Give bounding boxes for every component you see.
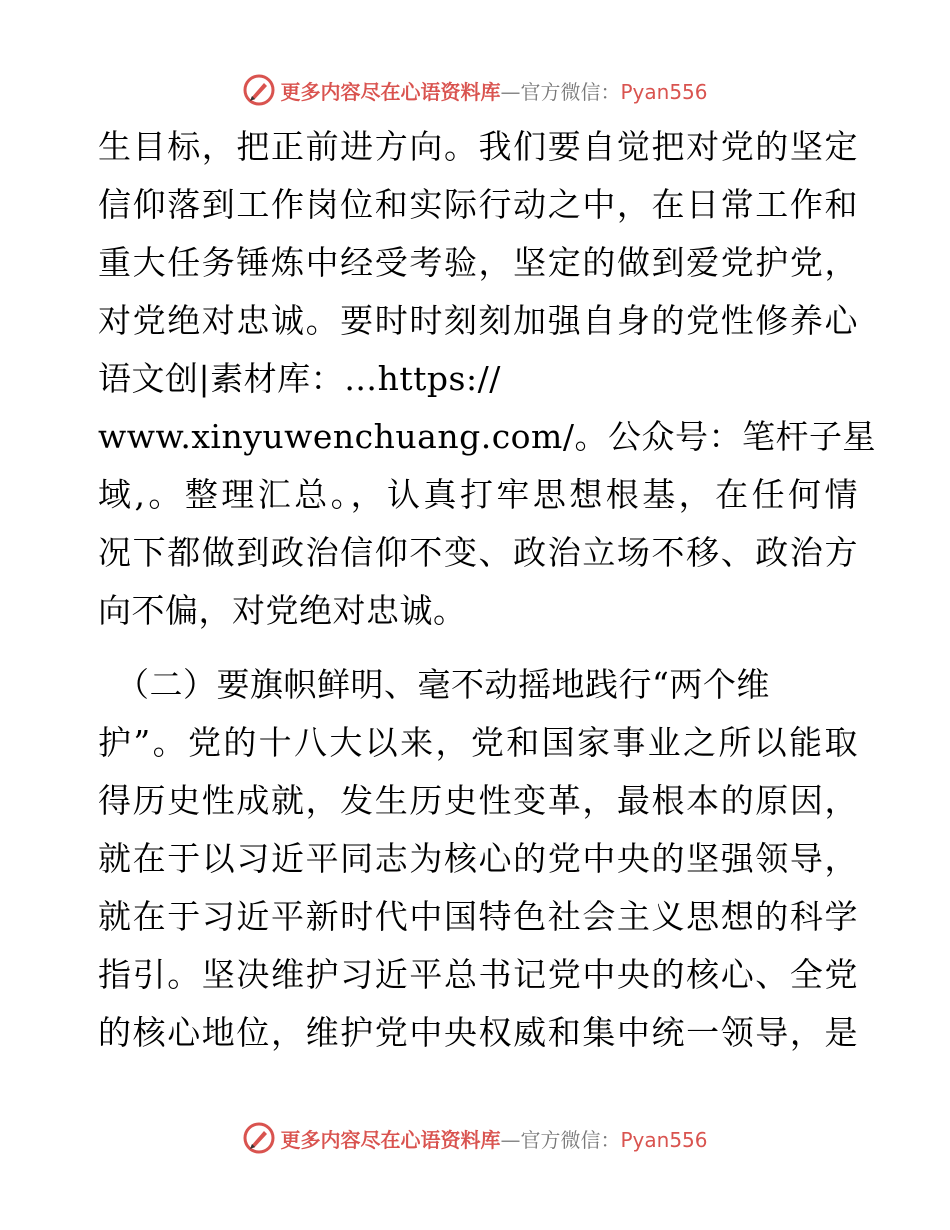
watermark-handle: Pyan556 bbox=[620, 79, 708, 104]
pen-logo-icon bbox=[242, 1121, 276, 1155]
section-heading-line: （二）要旗帜鲜明、毫不动摇地践行“两个维 bbox=[116, 665, 770, 704]
watermark-dash: — bbox=[500, 1127, 521, 1152]
text-line: 况下都做到政治信仰不变、政治立场不移、政治方 bbox=[98, 533, 858, 572]
text-line: www.xinyuwenchuang.com/。公众号：笔杆子星 bbox=[98, 417, 876, 456]
text-line: 就在于以习近平同志为核心的党中央的坚强领导， bbox=[98, 839, 858, 878]
paragraph-2 bbox=[98, 656, 858, 1062]
footer-watermark-banner bbox=[0, 1118, 950, 1158]
watermark-official-label: 官方微信： bbox=[520, 1127, 621, 1152]
watermark-text bbox=[280, 76, 707, 105]
watermark-handle: Pyan556 bbox=[620, 1127, 708, 1152]
watermark-brand: 更多内容尽在心语资料库 bbox=[280, 79, 501, 104]
paragraph-1 bbox=[98, 118, 876, 640]
watermark-dash: — bbox=[500, 79, 521, 104]
paragraph-gap bbox=[98, 640, 858, 656]
text-line: 指引。坚决维护习近平总书记党中央的核心、全党 bbox=[98, 955, 858, 994]
pen-logo-icon bbox=[242, 73, 276, 107]
watermark-text bbox=[280, 1124, 707, 1153]
text-line: 向不偏，对党绝对忠诚。 bbox=[98, 591, 467, 630]
watermark-official-label: 官方微信： bbox=[520, 79, 621, 104]
text-line: 就在于习近平新时代中国特色社会主义思想的科学 bbox=[98, 897, 858, 936]
header-watermark-banner bbox=[0, 70, 950, 110]
text-line: 对党绝对忠诚。要时时刻刻加强自身的党性修养心 bbox=[98, 301, 858, 340]
watermark-brand: 更多内容尽在心语资料库 bbox=[280, 1127, 501, 1152]
text-line: 信仰落到工作岗位和实际行动之中，在日常工作和 bbox=[98, 185, 858, 224]
text-line: 重大任务锤炼中经受考验，坚定的做到爱党护党， bbox=[98, 243, 858, 282]
text-line: 语文创|素材库：…https:// bbox=[98, 359, 501, 398]
text-line: 护”。党的十八大以来，党和国家事业之所以能取 bbox=[98, 723, 858, 762]
text-line: 域,。整理汇总。，认真打牢思想根基，在任何情 bbox=[98, 475, 858, 514]
text-line: 生目标，把正前进方向。我们要自觉把对党的坚定 bbox=[98, 127, 858, 166]
document-body bbox=[98, 118, 876, 1062]
text-line: 得历史性成就，发生历史性变革，最根本的原因， bbox=[98, 781, 858, 820]
text-line: 的核心地位，维护党中央权威和集中统一领导，是 bbox=[98, 1013, 858, 1052]
